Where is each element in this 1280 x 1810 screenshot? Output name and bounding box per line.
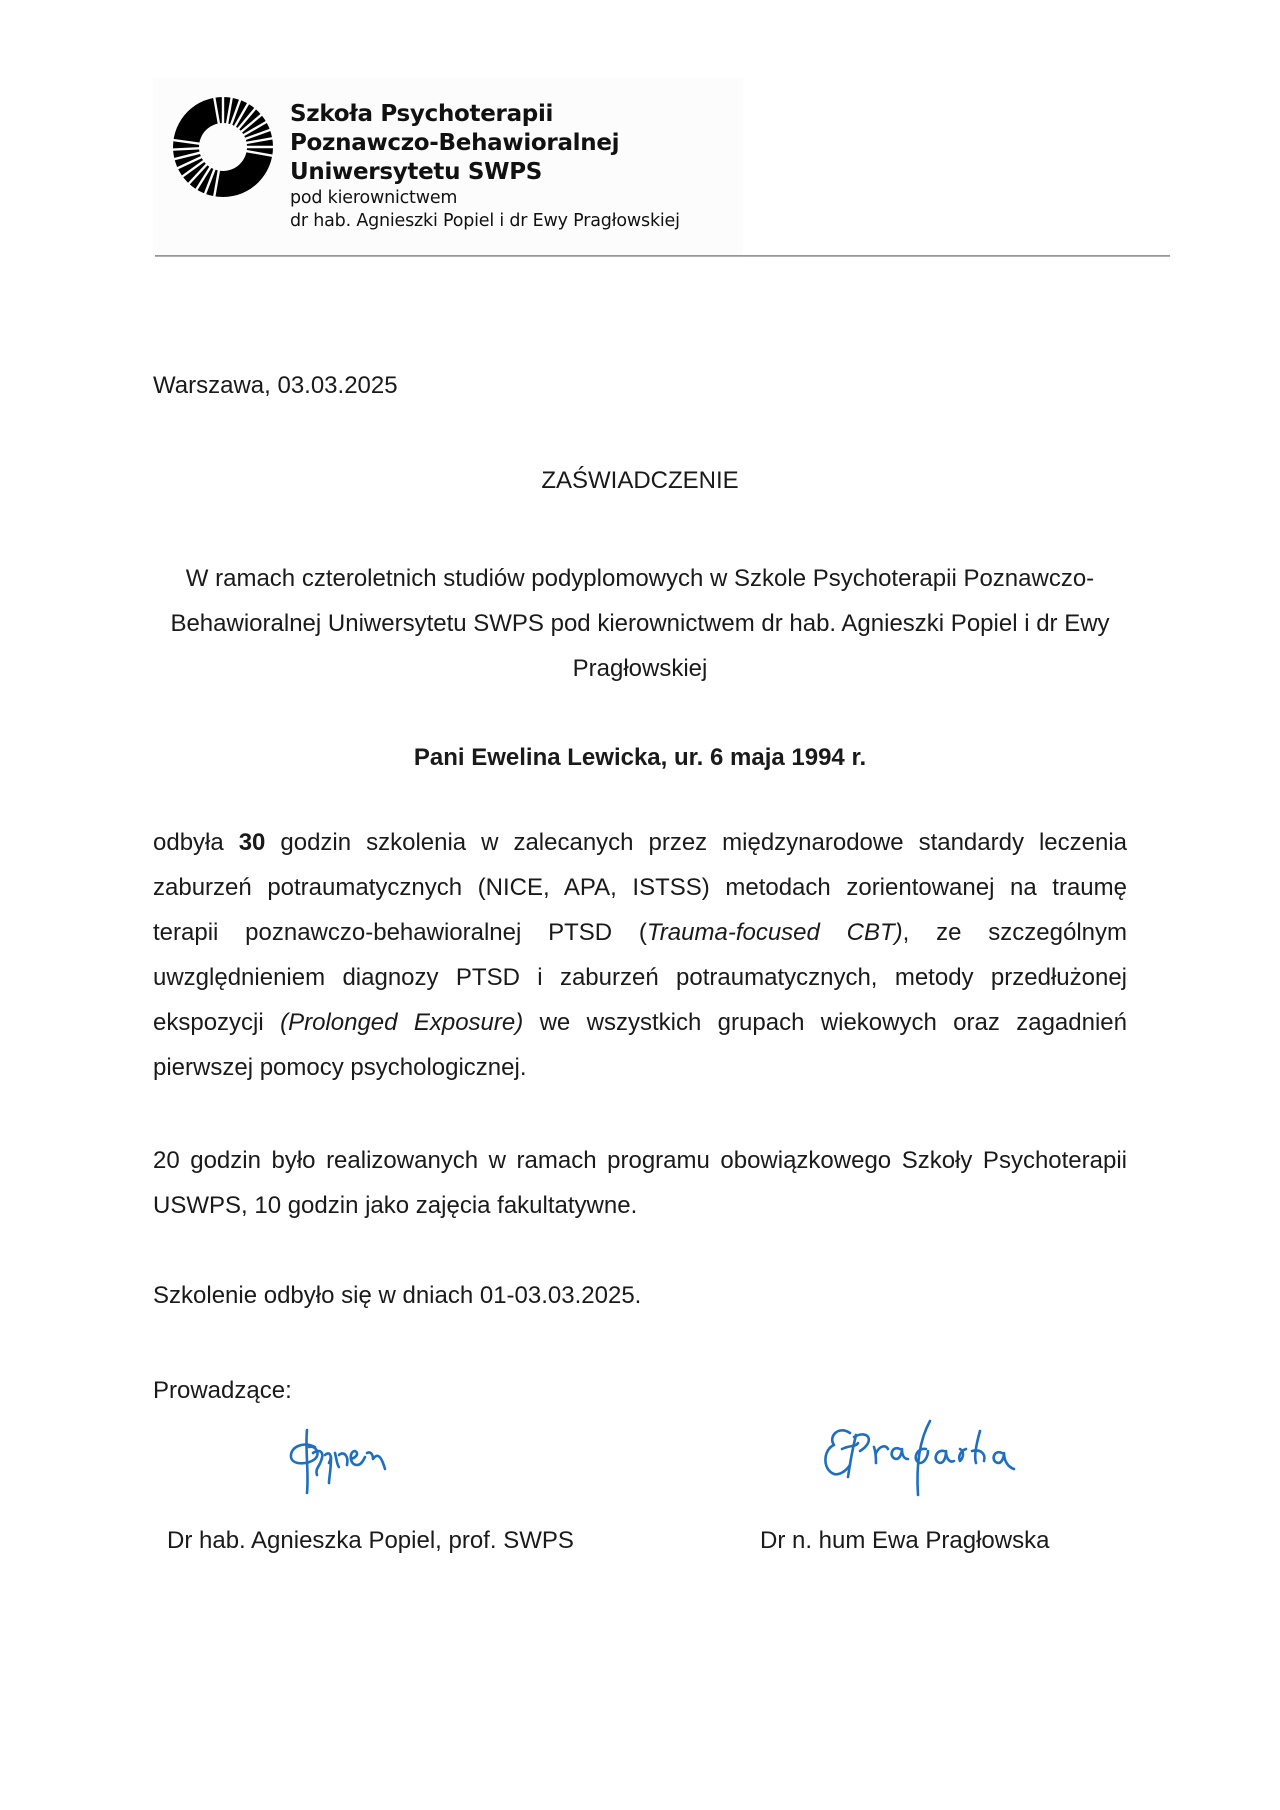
signature-praglowska-icon <box>820 1415 1020 1500</box>
school-name-line-3: Uniwersytetu SWPS <box>290 159 543 185</box>
training-description <box>153 820 1127 1090</box>
school-name-line-1: Szkoła Psychoterapii <box>290 101 554 127</box>
hours-breakdown: 20 godzin było realizowanych w ramach programu obowiązkowego Szkoły Psychoterapii USWPS, 10 godzin jako zajęcia fakultatywne. <box>153 1147 1127 1219</box>
document-title: ZAŚWIADCZENIE <box>541 467 739 494</box>
direction-line-1: pod kierownictwem <box>290 188 458 208</box>
main-text-4: we wszystkich grupach wiekowych oraz zagadnień pierwszej pomocy psychologicznej. <box>153 1009 1127 1081</box>
school-name <box>290 100 680 233</box>
hours-count: 30 <box>238 829 266 856</box>
signatory-name-2: Dr n. hum Ewa Pragłowska <box>760 1527 1050 1554</box>
method-name-tfcbt: Trauma-focused CBT) <box>646 919 903 946</box>
leaders-label: Prowadzące: <box>153 1377 292 1404</box>
method-name-pe: (Prolonged Exposure) <box>280 1009 524 1036</box>
training-period: Szkolenie odbyło się w dniach 01-03.03.2025. <box>153 1282 642 1309</box>
intro-paragraph: W ramach czteroletnich studiów podyplomowych w Szkole Psychoterapii Poznawczo-Behawioralnej Uniwersytetu SWPS pod kierownictwem dr hab. Agnieszki Popiel i dr Ewy Pragłowskiej <box>170 565 1110 682</box>
signatory-name-1: Dr hab. Agnieszka Popiel, prof. SWPS <box>167 1527 574 1554</box>
header-divider <box>155 255 1170 257</box>
direction-line-2: dr hab. Agnieszki Popiel i dr Ewy Pragłowskiej <box>290 211 680 231</box>
signature-popiel-icon <box>285 1425 405 1495</box>
main-text-3: , ze szczególnym uwzględnieniem diagnozy PTSD i zaburzeń potraumatycznych, metody przedłużonej ekspozycji <box>153 919 1127 1036</box>
main-text-2: godzin szkolenia w zalecanych przez międzynarodowe standardy leczenia zaburzeń potraumatycznych (NICE, APA, ISTSS) metodach zorientowanej na traumę terapii poznawczo-behawioralnej PTSD ( <box>153 829 1127 946</box>
school-name-line-2: Poznawczo-Behawioralnej <box>290 130 620 156</box>
main-text-1: odbyła <box>153 829 239 856</box>
swps-logo-icon <box>168 92 278 202</box>
recipient: Pani Ewelina Lewicka, ur. 6 maja 1994 r. <box>413 744 867 771</box>
place-date: Warszawa, 03.03.2025 <box>153 372 398 399</box>
